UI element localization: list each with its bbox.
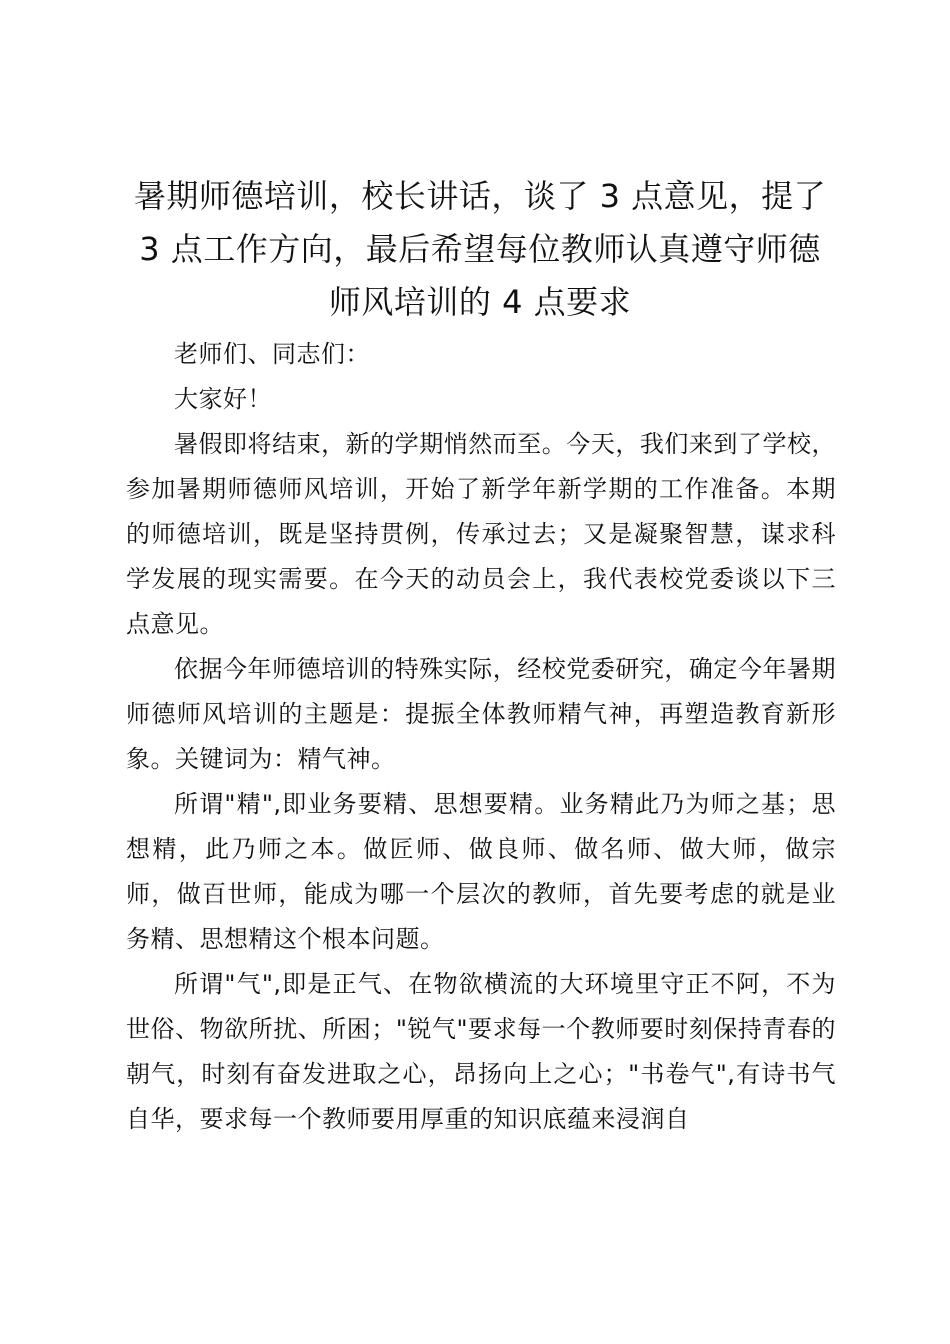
document-body — [126, 332, 836, 1142]
body-paragraph: 所谓"精",即业务要精、思想要精。业务精此乃为师之基；思想精，此乃师之本。做匠师、做良师、做名师、做大师，做宗师，做百世师，能成为哪一个层次的教师，首先要考虑的就是业务精、思想精这个根本问题。 — [126, 790, 836, 953]
salutation-paragraph: 大家好！ — [174, 385, 272, 413]
body-paragraph: 依据今年师德培训的特殊实际，经校党委研究，确定今年暑期师德师风培训的主题是：提振全体教师精气神，再塑造教育新形象。关键词为：精气神。 — [126, 655, 836, 773]
body-paragraph: 所谓"气",即是正气、在物欲横流的大环境里守正不阿，不为世俗、物欲所扰、所困；"锐气"要求每一个教师要时刻保持青春的朝气，时刻有奋发进取之心，昂扬向上之心；"书卷气",有诗书气自华，要求每一个教师要用厚重的知识底蕴来浸润自 — [126, 970, 836, 1133]
document-title: 暑期师德培训，校长讲话，谈了 3 点意见，提了 3 点工作方向，最后希望每位教师认真遵守师德师风培训的 4 点要求 — [133, 177, 827, 321]
greeting-paragraph: 老师们、同志们： — [174, 340, 370, 368]
body-paragraph: 暑假即将结束，新的学期悄然而至。今天，我们来到了学校，参加暑期师德师风培训，开始了新学年新学期的工作准备。本期的师德培训，既是坚持贯例，传承过去；又是凝聚智慧，谋求科学发展的现实需要。在今天的动员会上，我代表校党委谈以下三点意见。 — [126, 430, 836, 638]
